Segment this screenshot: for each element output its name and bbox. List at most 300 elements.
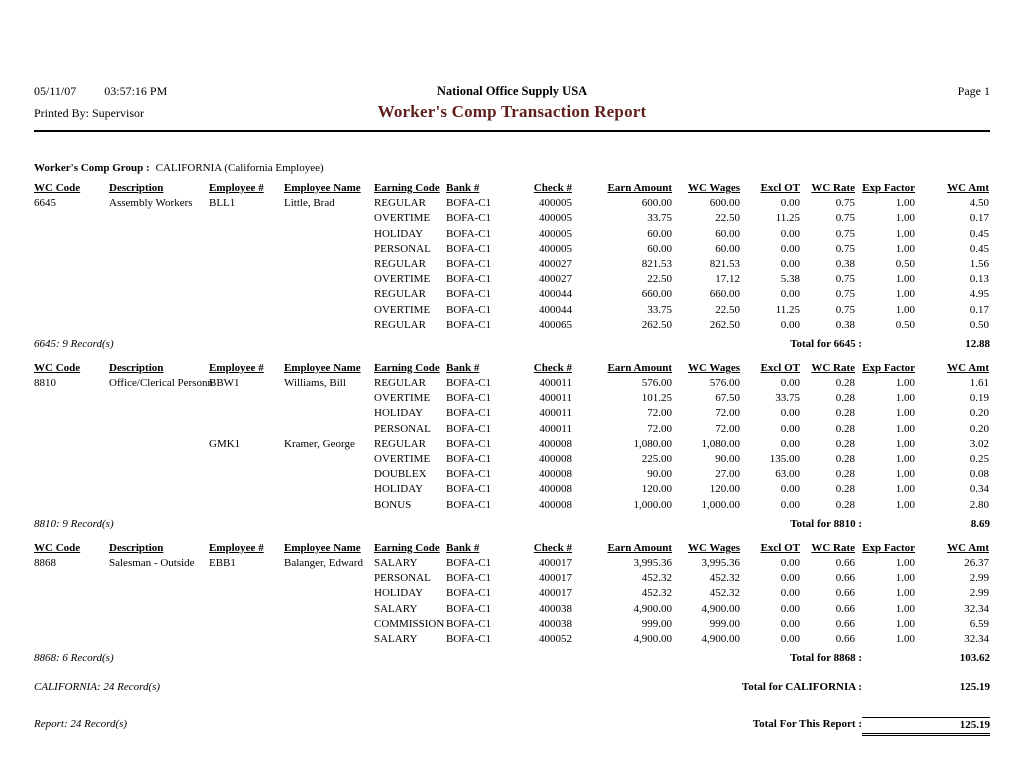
cell-exp-factor: 1.00 [895,587,915,600]
cell-wc-code [34,586,109,601]
cell-excl-ot: 0.00 [780,377,800,390]
cell-description: Salesman - Outside [109,556,195,569]
cell-wc-code: 8810 [34,377,56,390]
cell-wc-wages: 4,900.00 [701,632,740,645]
cell-earn-amount: 600.00 [641,197,672,210]
cell-employee-no [209,318,284,333]
cell-excl-ot: 0.00 [780,556,800,569]
cell-check-no: 400027 [539,273,572,286]
cell-wc-wages: 576.00 [709,377,740,390]
cell-earning-code: DOUBLEX [374,468,427,481]
cell-employee-name: Kramer, George [284,437,355,450]
cell-description [109,452,209,467]
report-total-row [34,717,990,736]
report-record-count: Report: 24 Record(s) [34,718,128,731]
cell-employee-name: Little, Brad [284,197,335,210]
wc-code-group [34,361,990,532]
column-header-description: Description [109,361,164,374]
cell-excl-ot: 0.00 [780,483,800,496]
table-row [34,617,990,632]
cell-employee-name [284,391,374,406]
column-header-wc-wages: WC Wages [687,182,740,194]
group-total-value: 12.88 [965,337,990,350]
cell-exp-factor: 1.00 [895,377,915,390]
cell-exp-factor: 1.00 [895,407,915,420]
column-header-cell [209,181,284,196]
cell-exp-factor: 1.00 [895,227,915,240]
cell-wc-code: 6645 [34,197,56,210]
cell-excl-ot: 0.00 [780,227,800,240]
cell-excl-ot: 135.00 [769,453,800,465]
cell-description [109,318,209,333]
column-header-earn-amount: Earn Amount [607,182,672,194]
cell-wc-code: 8868 [34,556,56,569]
column-header-cell [572,361,672,376]
cell-earn-amount: 452.32 [641,587,672,600]
cell-wc-amt: 0.17 [969,212,989,225]
cell-wc-rate: 0.75 [835,288,855,301]
cell-employee-name [284,406,374,421]
cell-check-no: 400052 [539,632,572,645]
cell-excl-ot: 0.00 [780,407,800,420]
cell-description [109,272,209,287]
cell-earning-code: REGULAR [374,377,426,390]
cell-wc-wages: 4,900.00 [701,602,740,615]
page-number: Page 1 [957,84,990,98]
column-header-cell [740,361,800,376]
cell-employee-no [209,571,284,586]
column-header-employee-name: Employee Name [284,361,361,374]
column-header-cell [855,361,915,376]
cell-wc-amt: 0.17 [969,303,989,316]
report-header-line2 [34,102,990,122]
cell-earn-amount: 33.75 [647,212,672,225]
cell-wc-wages: 60.00 [715,242,740,255]
column-header-cell [34,181,109,196]
cell-bank-no: BOFA-C1 [446,437,492,450]
cell-excl-ot: 0.00 [780,572,800,585]
cell-earn-amount: 999.00 [641,617,672,630]
report-body [34,181,990,666]
table-row [34,437,990,452]
cell-employee-name [284,482,374,497]
print-time: 03:57:16 PM [104,84,168,98]
cell-wc-amt: 1.61 [969,377,989,390]
cell-exp-factor: 1.00 [895,572,915,585]
table-row [34,287,990,302]
cell-excl-ot: 33.75 [775,392,800,405]
cell-wc-wages: 60.00 [715,227,740,240]
cell-employee-name: Williams, Bill [284,377,346,390]
cell-wc-code [34,467,109,482]
cell-wc-amt: 3.02 [969,437,989,450]
header-rule [34,130,990,132]
cell-earn-amount: 120.00 [641,483,672,496]
column-header-earn-amount: Earn Amount [607,541,672,554]
column-header-exp-factor: Exp Factor [862,361,915,374]
cell-check-no: 400017 [539,572,572,585]
group-total-label: Total for 8810 : [790,517,862,530]
cell-earning-code: HOLIDAY [374,407,424,420]
cell-earn-amount: 72.00 [647,407,672,420]
cell-earning-code: OVERTIME [374,303,431,316]
table-header-row [34,541,990,556]
cell-check-no: 400038 [539,602,572,615]
cell-check-no: 400017 [539,587,572,600]
cell-description [109,498,209,513]
cell-check-no: 400011 [539,377,572,390]
cell-earning-code: REGULAR [374,257,426,270]
cell-wc-rate: 0.75 [835,227,855,240]
cell-bank-no: BOFA-C1 [446,468,492,481]
california-record-count: CALIFORNIA: 24 Record(s) [34,681,161,694]
column-header-cell [284,181,374,196]
cell-bank-no: BOFA-C1 [446,288,492,301]
printed-by: Printed By: Supervisor [34,106,144,120]
cell-earn-amount: 90.00 [647,468,672,481]
cell-employee-no [209,617,284,632]
cell-excl-ot: 0.00 [780,602,800,615]
cell-wc-code [34,571,109,586]
cell-wc-code [34,272,109,287]
cell-employee-no [209,242,284,257]
cell-bank-no: BOFA-C1 [446,407,492,420]
table-row [34,632,990,647]
cell-earning-code: REGULAR [374,197,426,210]
column-header-wc-rate: WC Rate [811,182,855,194]
column-header-cell [915,361,989,376]
column-header-cell [209,541,284,556]
cell-wc-wages: 90.00 [715,453,740,465]
cell-wc-rate: 0.75 [835,303,855,316]
column-header-wc-amt: WC Amt [947,182,989,194]
cell-employee-no [209,391,284,406]
cell-bank-no: BOFA-C1 [446,483,492,496]
column-header-employee-name: Employee Name [284,541,361,554]
cell-wc-code [34,452,109,467]
cell-wc-amt: 0.50 [969,318,989,331]
cell-employee-no [209,602,284,617]
cell-wc-rate: 0.75 [835,242,855,255]
cell-employee-no [209,586,284,601]
cell-employee-no [209,422,284,437]
column-header-employee-no: Employee # [209,361,264,374]
cell-exp-factor: 1.00 [895,273,915,286]
cell-description [109,422,209,437]
table-row [34,482,990,497]
table-row [34,571,990,586]
cell-excl-ot: 11.25 [775,303,800,316]
column-header-cell [512,181,572,196]
cell-wc-rate: 0.75 [835,212,855,225]
column-header-wc-code: WC Code [34,182,81,194]
column-header-exp-factor: Exp Factor [862,541,915,554]
cell-earn-amount: 60.00 [647,242,672,255]
cell-description [109,482,209,497]
cell-employee-no [209,257,284,272]
cell-wc-amt: 32.34 [964,602,989,615]
column-header-cell [512,541,572,556]
report-total-label: Total For This Report : [752,718,862,731]
cell-wc-amt: 0.19 [969,392,989,405]
cell-check-no: 400008 [539,437,572,450]
column-header-earn-amount: Earn Amount [607,361,672,374]
cell-earning-code: REGULAR [374,318,426,331]
cell-employee-name [284,452,374,467]
table-row [34,406,990,421]
cell-bank-no: BOFA-C1 [446,273,492,286]
table-row [34,467,990,482]
cell-earning-code: PERSONAL [374,422,431,435]
column-header-cell [446,361,512,376]
cell-wc-amt: 0.25 [969,453,989,465]
cell-wc-wages: 120.00 [709,483,740,496]
table-row [34,196,990,211]
cell-wc-code [34,242,109,257]
cell-description [109,227,209,242]
cell-check-no: 400005 [539,227,572,240]
column-header-cell [109,361,209,376]
cell-exp-factor: 1.00 [895,602,915,615]
cell-exp-factor: 1.00 [895,392,915,405]
cell-employee-name [284,632,374,647]
cell-earning-code: COMMISSION [374,617,445,630]
california-total-row [34,680,990,695]
group-record-count: 8810: 9 Record(s) [34,517,114,530]
cell-earning-code: PERSONAL [374,242,431,255]
table-row [34,303,990,318]
table-row [34,498,990,513]
cell-earn-amount: 3,995.36 [633,556,672,569]
column-header-cell [374,541,446,556]
column-header-earning-code: Earning Code [374,182,440,194]
column-header-cell [855,541,915,556]
cell-excl-ot: 0.00 [780,498,800,511]
cell-wc-amt: 4.50 [969,197,989,210]
cell-exp-factor: 1.00 [895,617,915,630]
cell-description: Assembly Workers [109,197,193,210]
column-header-cell [672,181,740,196]
cell-wc-rate: 0.38 [835,318,855,331]
cell-bank-no: BOFA-C1 [446,602,492,615]
column-header-exp-factor: Exp Factor [862,182,915,194]
cell-employee-name [284,287,374,302]
cell-exp-factor: 1.00 [895,197,915,210]
cell-earning-code: OVERTIME [374,392,431,405]
cell-wc-rate: 0.28 [835,453,855,465]
report-title: Worker's Comp Transaction Report [377,102,647,121]
column-header-cell [284,541,374,556]
cell-description [109,632,209,647]
cell-earning-code: PERSONAL [374,572,431,585]
cell-employee-no: EBB1 [209,556,236,569]
cell-description [109,586,209,601]
group-total-row [34,651,990,666]
column-header-cell [915,541,989,556]
cell-earn-amount: 33.75 [647,303,672,316]
column-header-cell [34,361,109,376]
cell-excl-ot: 0.00 [780,288,800,301]
column-header-earning-code: Earning Code [374,541,440,554]
cell-wc-wages: 72.00 [715,407,740,420]
cell-description [109,571,209,586]
cell-employee-name [284,602,374,617]
cell-wc-code [34,602,109,617]
wc-group-value: CALIFORNIA (California Employee) [155,162,324,174]
cell-wc-code [34,498,109,513]
group-total-value: 8.69 [970,517,990,530]
table-row [34,452,990,467]
column-header-cell [740,181,800,196]
cell-employee-name [284,586,374,601]
cell-description [109,617,209,632]
cell-exp-factor: 1.00 [895,468,915,481]
cell-earning-code: OVERTIME [374,212,431,225]
cell-wc-wages: 262.50 [709,318,740,331]
cell-wc-rate: 0.28 [835,483,855,496]
table-row [34,318,990,333]
cell-wc-amt: 0.20 [969,422,989,435]
column-header-check-no: Check # [533,361,572,374]
cell-employee-name [284,257,374,272]
group-record-count: 6645: 9 Record(s) [34,337,114,350]
cell-wc-code [34,391,109,406]
print-datetime [34,84,264,99]
cell-wc-rate: 0.66 [835,572,855,585]
column-header-cell [740,541,800,556]
column-header-cell [512,361,572,376]
cell-wc-wages: 1,080.00 [701,437,740,450]
cell-bank-no: BOFA-C1 [446,587,492,600]
cell-employee-no: BLL1 [209,197,236,210]
cell-check-no: 400011 [539,407,572,420]
cell-excl-ot: 0.00 [780,422,800,435]
cell-bank-no: BOFA-C1 [446,197,492,210]
cell-wc-rate: 0.66 [835,602,855,615]
cell-wc-rate: 0.38 [835,257,855,270]
cell-earning-code: BONUS [374,498,412,511]
cell-check-no: 400008 [539,483,572,496]
column-header-wc-amt: WC Amt [947,541,989,554]
report-header-line1 [34,84,990,99]
cell-description [109,257,209,272]
cell-earn-amount: 1,000.00 [633,498,672,511]
cell-bank-no: BOFA-C1 [446,377,492,390]
cell-wc-code [34,318,109,333]
table-row [34,376,990,391]
cell-exp-factor: 0.50 [895,318,915,331]
cell-earn-amount: 821.53 [641,257,672,270]
wc-code-group [34,181,990,352]
column-header-excl-ot: Excl OT [760,182,800,194]
cell-wc-code [34,632,109,647]
column-header-wc-code: WC Code [34,541,81,554]
column-header-cell [572,541,672,556]
column-header-cell [800,541,855,556]
cell-employee-no [209,272,284,287]
cell-exp-factor: 0.50 [895,257,915,270]
cell-employee-name [284,467,374,482]
column-header-cell [109,181,209,196]
cell-earning-code: REGULAR [374,437,426,450]
cell-employee-name [284,422,374,437]
cell-wc-rate: 0.28 [835,407,855,420]
cell-bank-no: BOFA-C1 [446,227,492,240]
cell-earning-code: OVERTIME [374,273,431,286]
wc-group-header [34,162,990,174]
cell-wc-rate: 0.28 [835,392,855,405]
table-row [34,602,990,617]
cell-wc-code [34,211,109,226]
cell-description [109,303,209,318]
cell-wc-amt: 0.34 [969,483,989,496]
column-header-cell [446,181,512,196]
cell-earning-code: SALARY [374,602,418,615]
column-header-wc-rate: WC Rate [811,541,855,554]
column-header-wc-rate: WC Rate [811,361,855,374]
cell-wc-code [34,406,109,421]
column-header-cell [800,181,855,196]
cell-bank-no: BOFA-C1 [446,556,492,569]
column-header-check-no: Check # [533,182,572,194]
cell-bank-no: BOFA-C1 [446,572,492,585]
cell-earning-code: HOLIDAY [374,587,424,600]
cell-wc-amt: 32.34 [964,632,989,645]
cell-wc-rate: 0.28 [835,468,855,481]
cell-wc-rate: 0.75 [835,273,855,286]
cell-earn-amount: 60.00 [647,227,672,240]
cell-wc-wages: 67.50 [715,392,740,405]
cell-wc-wages: 452.32 [709,587,740,600]
cell-wc-wages: 1,000.00 [701,498,740,511]
cell-employee-name [284,303,374,318]
table-row [34,586,990,601]
cell-wc-amt: 0.20 [969,407,989,420]
cell-bank-no: BOFA-C1 [446,453,492,465]
cell-employee-no: BBW1 [209,377,240,390]
cell-bank-no: BOFA-C1 [446,617,492,630]
cell-check-no: 400011 [539,392,572,405]
cell-employee-name [284,227,374,242]
column-header-wc-wages: WC Wages [687,541,740,554]
cell-wc-rate: 0.66 [835,556,855,569]
cell-excl-ot: 63.00 [775,468,800,481]
cell-employee-no [209,406,284,421]
cell-description [109,467,209,482]
cell-wc-rate: 0.28 [835,422,855,435]
cell-earning-code: REGULAR [374,288,426,301]
column-header-excl-ot: Excl OT [760,541,800,554]
column-header-cell [672,541,740,556]
cell-employee-name [284,498,374,513]
cell-earning-code: SALARY [374,632,418,645]
cell-wc-code [34,287,109,302]
group-total-row [34,517,990,532]
cell-description [109,287,209,302]
cell-wc-wages: 27.00 [715,468,740,481]
cell-wc-code [34,227,109,242]
column-header-wc-amt: WC Amt [947,361,989,374]
cell-wc-amt: 4.95 [969,288,989,301]
cell-employee-no [209,303,284,318]
cell-wc-rate: 0.28 [835,498,855,511]
cell-exp-factor: 1.00 [895,242,915,255]
cell-check-no: 400065 [539,318,572,331]
cell-wc-rate: 0.28 [835,437,855,450]
cell-bank-no: BOFA-C1 [446,212,492,225]
column-header-cell [800,361,855,376]
cell-employee-name [284,211,374,226]
